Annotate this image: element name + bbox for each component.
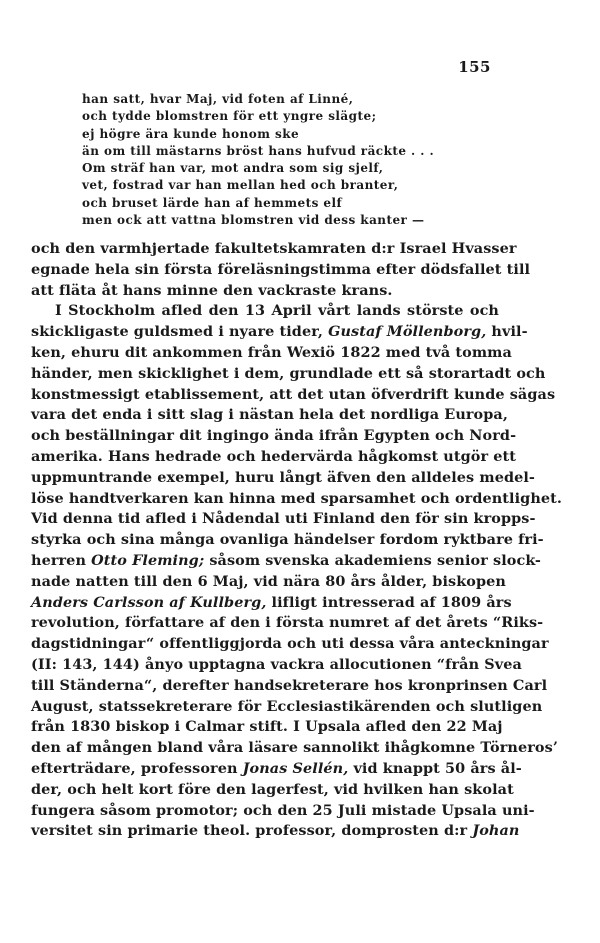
- prose-line: der, och helt kort före den lagerfest, vid hvilken han skolat: [31, 780, 514, 798]
- prose-line: konstmessigt etablissement, att det utan öfverdrift kunde sägas: [31, 385, 556, 403]
- prose-line: (II: 143, 144) ånyo upptagna vackra allocutionen “från Svea: [31, 655, 522, 673]
- prose-line: versitet sin primarie theol. professor, domprosten d:r Johan: [31, 822, 520, 840]
- prose-line: styrka och sina många ovanliga händelser fordom ryktbare fri-: [31, 531, 544, 549]
- poem-line: vet, fostrad var han mellan hed och branter,: [82, 178, 399, 193]
- poem-line: Om sträf han var, mot andra som sig sjelf,: [82, 161, 384, 176]
- prose-line: I Stockholm afled den 13 April vårt lands störste och: [55, 302, 499, 320]
- prose-line: och den varmhjertade fakultetskamraten d:r Israel Hvasser: [31, 240, 517, 257]
- prose-line: från 1830 biskop i Calmar stift. I Upsala afled den 22 Maj: [31, 718, 503, 736]
- poem-line: än om till mästarns bröst hans hufvud räckte . . .: [82, 143, 435, 158]
- poem-line: ej högre ära kunde honom ske: [82, 126, 300, 141]
- prose-line: herren Otto Fleming; såsom svenska akademiens senior slock-: [31, 551, 541, 569]
- prose-line: uppmuntrande exempel, huru långt äfven den alldeles medel-: [31, 468, 536, 486]
- prose-line: revolution, författare af den i första numret af det årets “Riks-: [31, 614, 544, 632]
- prose-line: Anders Carlsson af Kullberg, lifligt intresserad af 1809 års: [31, 593, 512, 611]
- poem-line: men ock att vattna blomstren vid dess kanter —: [82, 213, 425, 228]
- poem-line: och tydde blomstren för ett yngre slägte;: [82, 109, 377, 124]
- prose-line: till Ständerna“, derefter handsekreterare hos kronprinsen Carl: [31, 676, 548, 694]
- prose-line: dagstidningar“ offentliggjorda och uti dessa våra anteckningar: [31, 635, 549, 653]
- prose-line: Vid denna tid afled i Nådendal uti Finland den för sin kropps-: [31, 510, 536, 528]
- prose-line: att fläta åt hans minne den vackraste krans.: [31, 281, 393, 299]
- prose-line: ken, ehuru dit ankommen från Wexiö 1822 med två tomma: [31, 343, 512, 361]
- prose-line: löse handtverkaren kan hinna med sparsamhet och ordentlighet.: [31, 489, 563, 507]
- poem-line: han satt, hvar Maj, vid foten af Linné,: [82, 92, 354, 106]
- page-number: 155: [458, 58, 491, 76]
- prose-line: skickligaste guldsmed i nyare tider, Gustaf Möllenborg, hvil-: [31, 323, 528, 341]
- prose-line: händer, men skicklighet i dem, grundlade ett så storartadt och: [31, 364, 546, 382]
- prose-line: efterträdare, professoren Jonas Sellén, vid knappt 50 års ål-: [31, 759, 522, 777]
- prose-body: [31, 239, 563, 842]
- prose-line: August, statssekreterare för Ecclesiastikärenden och slutligen: [31, 697, 543, 715]
- prose-line: amerika. Hans hedrade och hedervärda hågkomst utgör ett: [31, 447, 517, 465]
- prose-line: fungera såsom promotor; och den 25 Juli mistade Upsala uni-: [31, 801, 535, 819]
- poem-line: och bruset lärde han af hemmets elf: [82, 195, 343, 210]
- prose-line: egnade hela sin första föreläsningstimma efter dödsfallet till: [31, 260, 531, 278]
- prose-line: den af mången bland våra läsare sannolikt ihågkomne Törneros’: [31, 739, 558, 757]
- prose-line: vara det enda i sitt slag i nästan hela det nordliga Europa,: [31, 406, 508, 424]
- prose-line: nade natten till den 6 Maj, vid nära 80 års ålder, biskopen: [31, 572, 506, 590]
- prose-line: och beställningar dit ingingo ända ifrån Egypten och Nord-: [31, 427, 517, 445]
- poem-stanza: [82, 91, 502, 229]
